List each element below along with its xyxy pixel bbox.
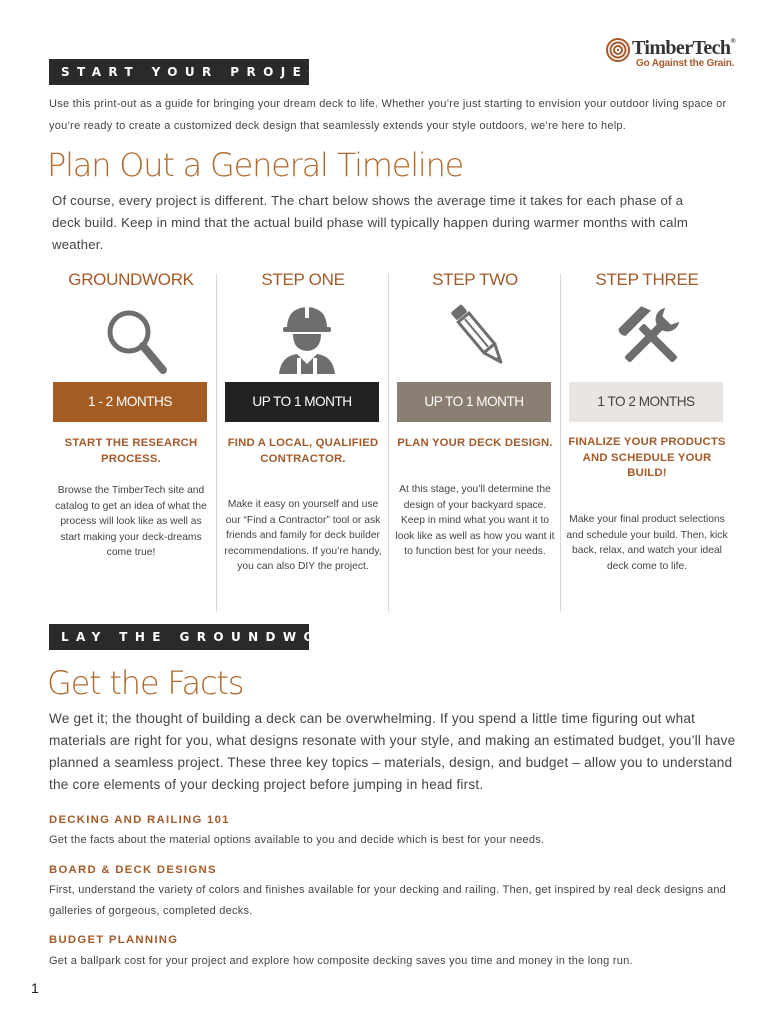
step-title: STEP TWO <box>432 270 518 289</box>
timbertech-logo <box>606 36 741 72</box>
step-heading: FIND A LOCAL, QUALIFIED CONTRACTOR. <box>227 437 379 465</box>
step-heading: FINALIZE YOUR PRODUCTS AND SCHEDULE YOUR BUILD! <box>568 436 726 479</box>
step-description: Make your final product selections and schedule your build. Then, kick back, relax, and watch your ideal deck come to life. <box>566 514 728 572</box>
intro-paragraph: Use this print-out as a guide for bringing your dream deck to life. Whether you’re just starting to envision your outdoor living space or you’re ready to create a customized deck design that seamlessly extends your style outdoors, we’re here to help. <box>49 98 727 132</box>
facts-title: Get the Facts <box>47 664 244 702</box>
facts-lead: We get it; the thought of building a deck can be overwhelming. If you spend a little time figuring out what materials are right for you, what designs resonate with your style, and making an estimated budget, you’ll have planned a seamless project. These three key topics – materials, design, and budget – allow you to understand the core elements of your decking project before jumping in head first. <box>49 711 736 792</box>
logo-tagline: Go Against the Grain. <box>636 58 735 69</box>
lay-the-groundwork-banner: LAY THE GROUNDWORK <box>49 624 309 650</box>
duration-pill: UP TO 1 MONTH <box>225 382 379 422</box>
topic-text-budget: Get a ballpark cost for your project and explore how composite decking saves you time and money in the long run. <box>49 955 633 967</box>
topic-text-materials: Get the facts about the material options available to you and decide which is best for your needs. <box>49 834 545 846</box>
topic-heading-budget: BUDGET PLANNING <box>49 934 179 946</box>
duration-pill: 1 TO 2 MONTHS <box>569 382 723 422</box>
tools-icon <box>617 298 685 374</box>
step-description: At this stage, you’ll determine the design of your backyard space. Keep in mind what you want it to look like as well as how you want it to function best for your needs. <box>395 484 555 557</box>
timeline-steps <box>45 262 735 612</box>
timeline-title: Plan Out a General Timeline <box>47 146 464 184</box>
step-heading: START THE RESEARCH PROCESS. <box>64 437 198 465</box>
page-number: 1 <box>31 980 39 996</box>
wood-grain-logo-icon <box>606 38 630 62</box>
topic-text-designs: First, understand the variety of colors and finishes available for your decking and railing. Then, get inspired by real deck designs and galleries of gorgeous, completed decks. <box>49 884 727 917</box>
step-heading: PLAN YOUR DECK DESIGN. <box>397 437 553 449</box>
contractor-icon <box>273 298 341 374</box>
step-description: Browse the TimberTech site and catalog to get an idea of what the process will look like as well as start making your deck-dreams come true! <box>55 485 207 558</box>
step-two <box>389 262 561 612</box>
step-three <box>561 262 733 612</box>
step-one <box>217 262 389 612</box>
topic-heading-designs: BOARD & DECK DESIGNS <box>49 864 217 876</box>
step-groundwork <box>45 262 217 612</box>
logo-wordmark: TimberTech® <box>632 37 736 59</box>
pencil-icon <box>445 298 513 374</box>
step-title: GROUNDWORK <box>68 270 194 289</box>
duration-pill: 1 - 2 MONTHS <box>53 382 207 422</box>
timeline-lead: Of course, every project is different. The chart below shows the average time it takes for each phase of a deck build. Keep in mind that the actual build phase will typically happen during warmer months with calm weather. <box>52 193 689 252</box>
step-title: STEP THREE <box>595 270 699 289</box>
step-title: STEP ONE <box>261 270 345 289</box>
step-description: Make it easy on yourself and use our “Find a Contractor” tool or ask friends and family for deck builder recommendations. If you’re handy, you can also DIY the project. <box>224 499 382 572</box>
start-your-project-banner: START YOUR PROJECT <box>49 59 309 85</box>
magnifying-glass-icon <box>101 298 169 374</box>
duration-pill: UP TO 1 MONTH <box>397 382 551 422</box>
topic-heading-materials: DECKING AND RAILING 101 <box>49 814 230 826</box>
